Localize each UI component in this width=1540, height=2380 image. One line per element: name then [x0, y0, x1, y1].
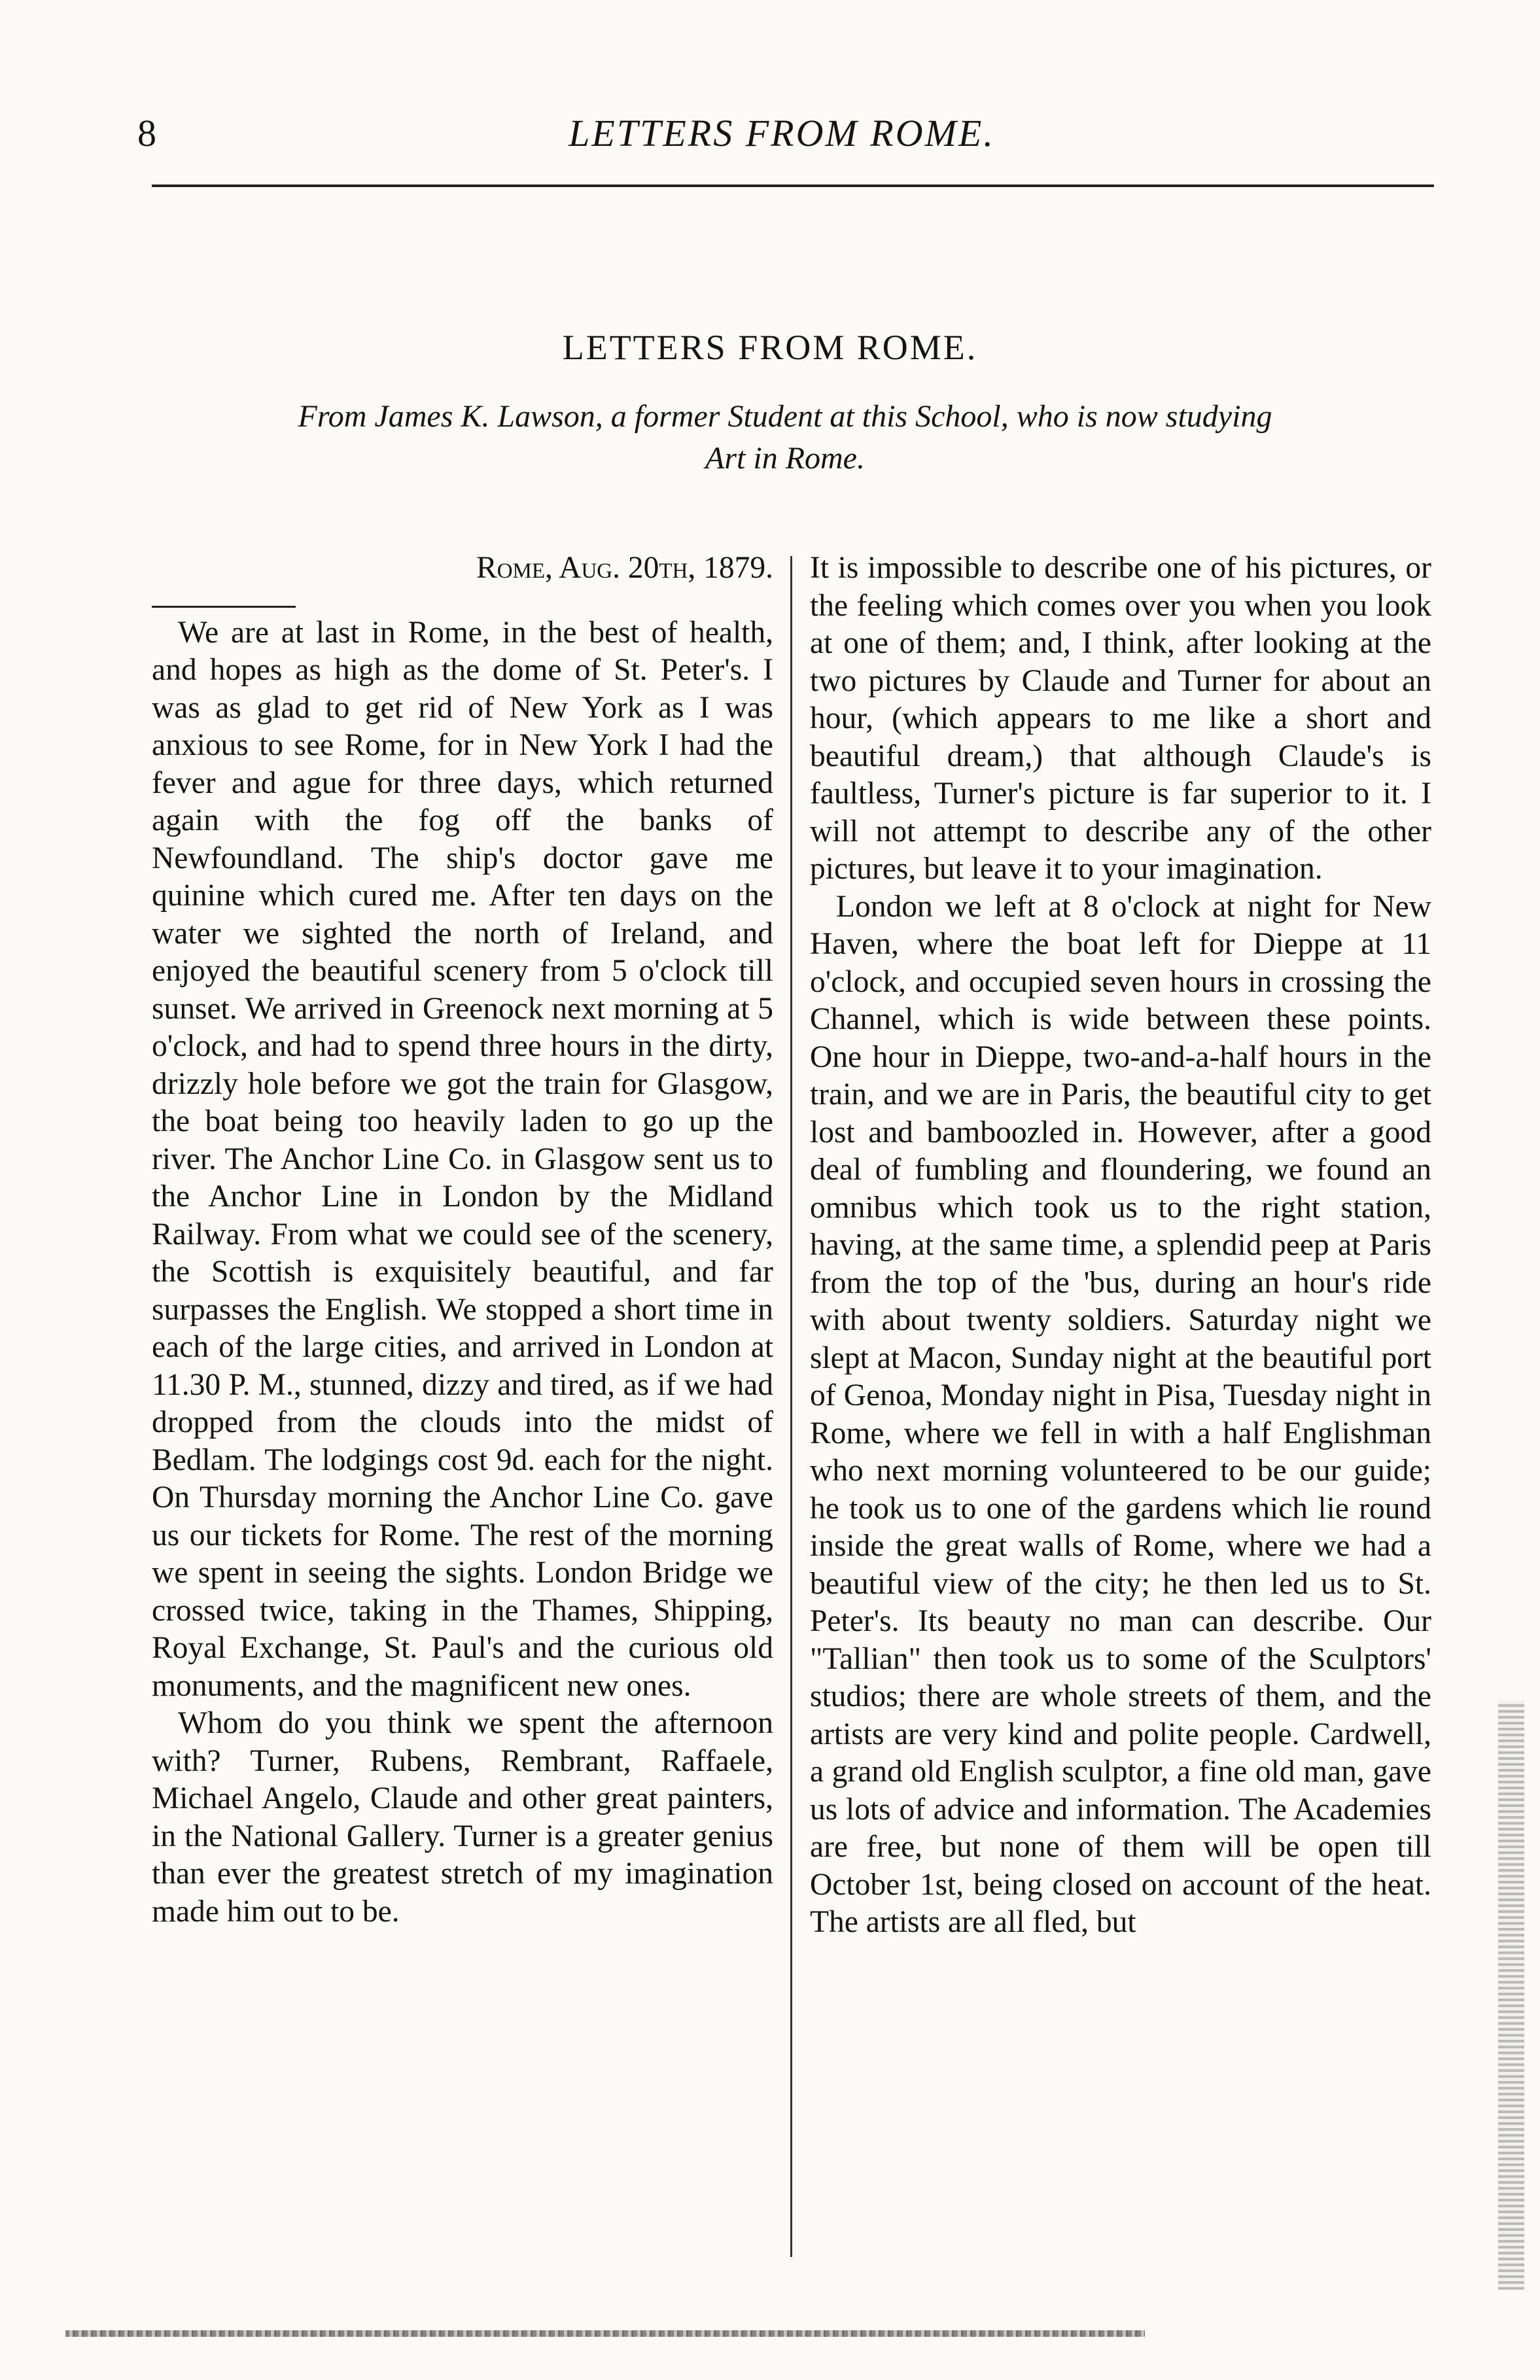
page-number: 8	[137, 112, 156, 154]
right-paragraph-1: It is impossible to describe one of his pictures, or the feeling which comes over you when you look at one of them; and, I think, after looking at the two pictures by Claude and Turner for about an hour, (which appears to me like a short and beautiful dream,) that although Claude's is faultless, Turner's picture is far superior to it. I will not attempt to describe any of the other pictures, but leave it to your imagination.	[810, 551, 1431, 886]
byline-line-1: From James K. Lawson, a former Student at this School, who is now studying	[298, 399, 1272, 434]
dateline-rule	[152, 606, 296, 608]
running-title: LETTERS FROM ROME.	[569, 112, 995, 154]
left-column	[152, 550, 773, 1931]
article-title: LETTERS FROM ROME.	[562, 328, 978, 367]
dateline: Rome, Aug. 20th, 1879.	[476, 551, 773, 585]
right-paragraph-2: London we left at 8 o'clock at night for New Haven, where the boat left for Dieppe at 11 o'clock, and occupied seven hours in crossing the Channel, which is wide between these points. One hour in Dieppe, two-and-a-half hours in the train, and we are in Paris, the beautiful city to get lost and bamboozled in. However, after a good deal of fumbling and floundering, we found an omnibus which took us to the right station, having, at the same time, a splendid peep at Paris from the top of the 'bus, during an hour's ride with about twenty soldiers. Saturday night we slept at Macon, Sunday night at the beautiful port of Genoa, Monday night in Pisa, Tuesday night in Rome, where we fell in with a half Englishman who next morning volunteered to be our guide; he took us to one of the gardens which lie round inside the great walls of Rome, where we had a beautiful view of the city; he then led us to St. Peter's. Its beauty no man can describe. Our "Tallian" then took us to some of the Sculptors' studios; there are whole streets of them, and the artists are very kind and polite people. Cardwell, a grand old English sculptor, a fine old man, gave us lots of advice and information. The Academies are free, but none of them will be open till October 1st, being closed on account of the heat. The artists are all fled, but	[810, 889, 1431, 1939]
running-header	[131, 111, 1433, 164]
scan-edge-mark	[1498, 1701, 1524, 2290]
byline-line-2: Art in Rome.	[705, 441, 865, 476]
left-paragraph-2: Whom do you think we spent the afternoon with? Turner, Rubens, Rembrant, Raffaele, Michael Angelo, Claude and other great painters, in the National Gallery. Turner is a greater genius than ever the greatest stretch of my imagination made him out to be.	[152, 1706, 773, 1929]
header-rule	[152, 184, 1434, 187]
left-paragraph-1: We are at last in Rome, in the best of health, and hopes as high as the dome of St. Peter's. I was as glad to get rid of New York as I was anxious to see Rome, for in New York I had the fever and ague for three days, which returned again with the fog off the banks of Newfoundland. The ship's doctor gave me quinine which cured me. After ten days on the water we sighted the north of Ireland, and enjoyed the beautiful scenery from 5 o'clock till sunset. We arrived in Greenock next morning at 5 o'clock, and had to spend three hours in the dirty, drizzly hole before we got the train for Glasgow, the boat being too heavily laden to go up the river. The Anchor Line Co. in Glasgow sent us to the Anchor Line in London by the Midland Railway. From what we could see of the scenery, the Scottish is exquisitely beautiful, and far surpasses the English. We stopped a short time in each of the large cities, and arrived in London at 11.30 P. M., stunned, dizzy and tired, as if we had dropped from the clouds into the midst of Bedlam. The lodgings cost 9d. each for the night. On Thursday morning the Anchor Line Co. gave us our tickets for Rome. The rest of the morning we spent in seeing the sights. London Bridge we crossed twice, taking in the Thames, Shipping, Royal Exchange, St. Paul's and the curious old monuments, and the magnificent new ones.	[152, 615, 773, 1703]
bottom-scan-rule	[65, 2330, 1145, 2337]
right-column	[810, 550, 1431, 1942]
byline	[164, 396, 1407, 480]
column-divider	[790, 556, 792, 2257]
